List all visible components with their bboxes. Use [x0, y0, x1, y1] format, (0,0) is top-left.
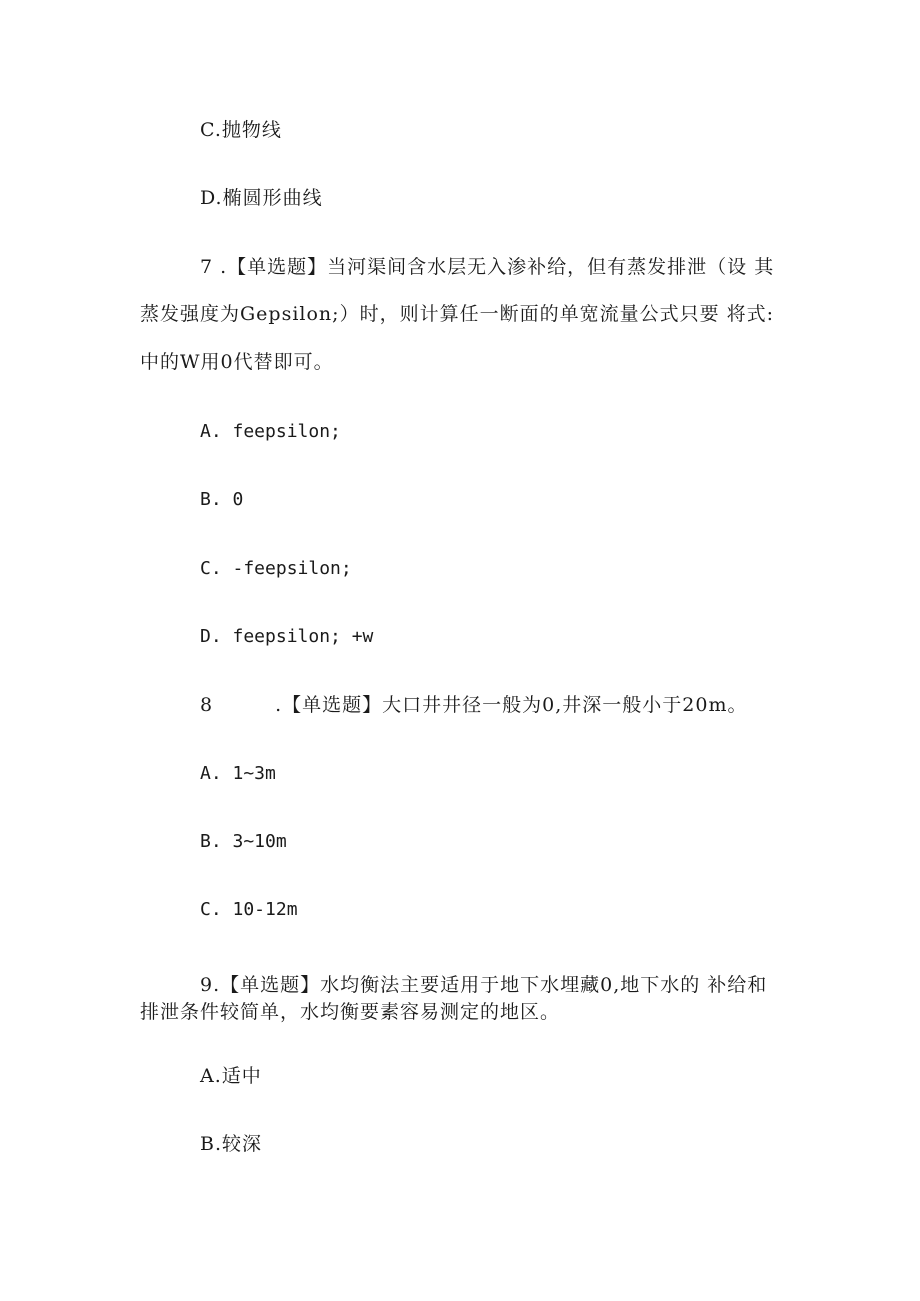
question-8-option-a: A. 1~3m — [200, 763, 276, 784]
prev-option-c: C.抛物线 — [200, 119, 282, 141]
question-9-option-a: A.适中 — [200, 1065, 262, 1087]
question-8-line — [200, 693, 747, 717]
question-7-line-3: 中的W用0代替即可。 — [140, 351, 334, 373]
question-8-option-c: C. 10-12m — [200, 899, 298, 920]
question-9-option-b: B.较深 — [200, 1133, 263, 1155]
question-7-line-1: 7 .【单选题】当河渠间含水层无入渗补给，但有蒸发排泄（设 其 — [200, 256, 775, 278]
question-8-option-b: B. 3~10m — [200, 831, 287, 852]
question-8-number: 8 — [200, 694, 214, 716]
question-7-option-d: D. feepsilon; +w — [200, 626, 374, 647]
question-7-option-c: C. -feepsilon; — [200, 558, 352, 579]
question-9-line-1: 9.【单选题】水均衡法主要适用于地下水埋藏0,地下水的 补给和 — [200, 974, 768, 996]
question-7-option-b: B. 0 — [200, 489, 244, 510]
question-8-text: .【单选题】大口井井径一般为0,井深一般小于20m。 — [275, 694, 748, 716]
question-7-line-2: 蒸发强度为Gepsilon;）时，则计算任一断面的单宽流量公式只要 将式: — [140, 303, 775, 325]
question-7-option-a: A. feepsilon; — [200, 421, 341, 442]
prev-option-d: D.椭圆形曲线 — [200, 187, 323, 209]
question-9-line-2: 排泄条件较简单，水均衡要素容易测定的地区。 — [140, 1001, 561, 1023]
